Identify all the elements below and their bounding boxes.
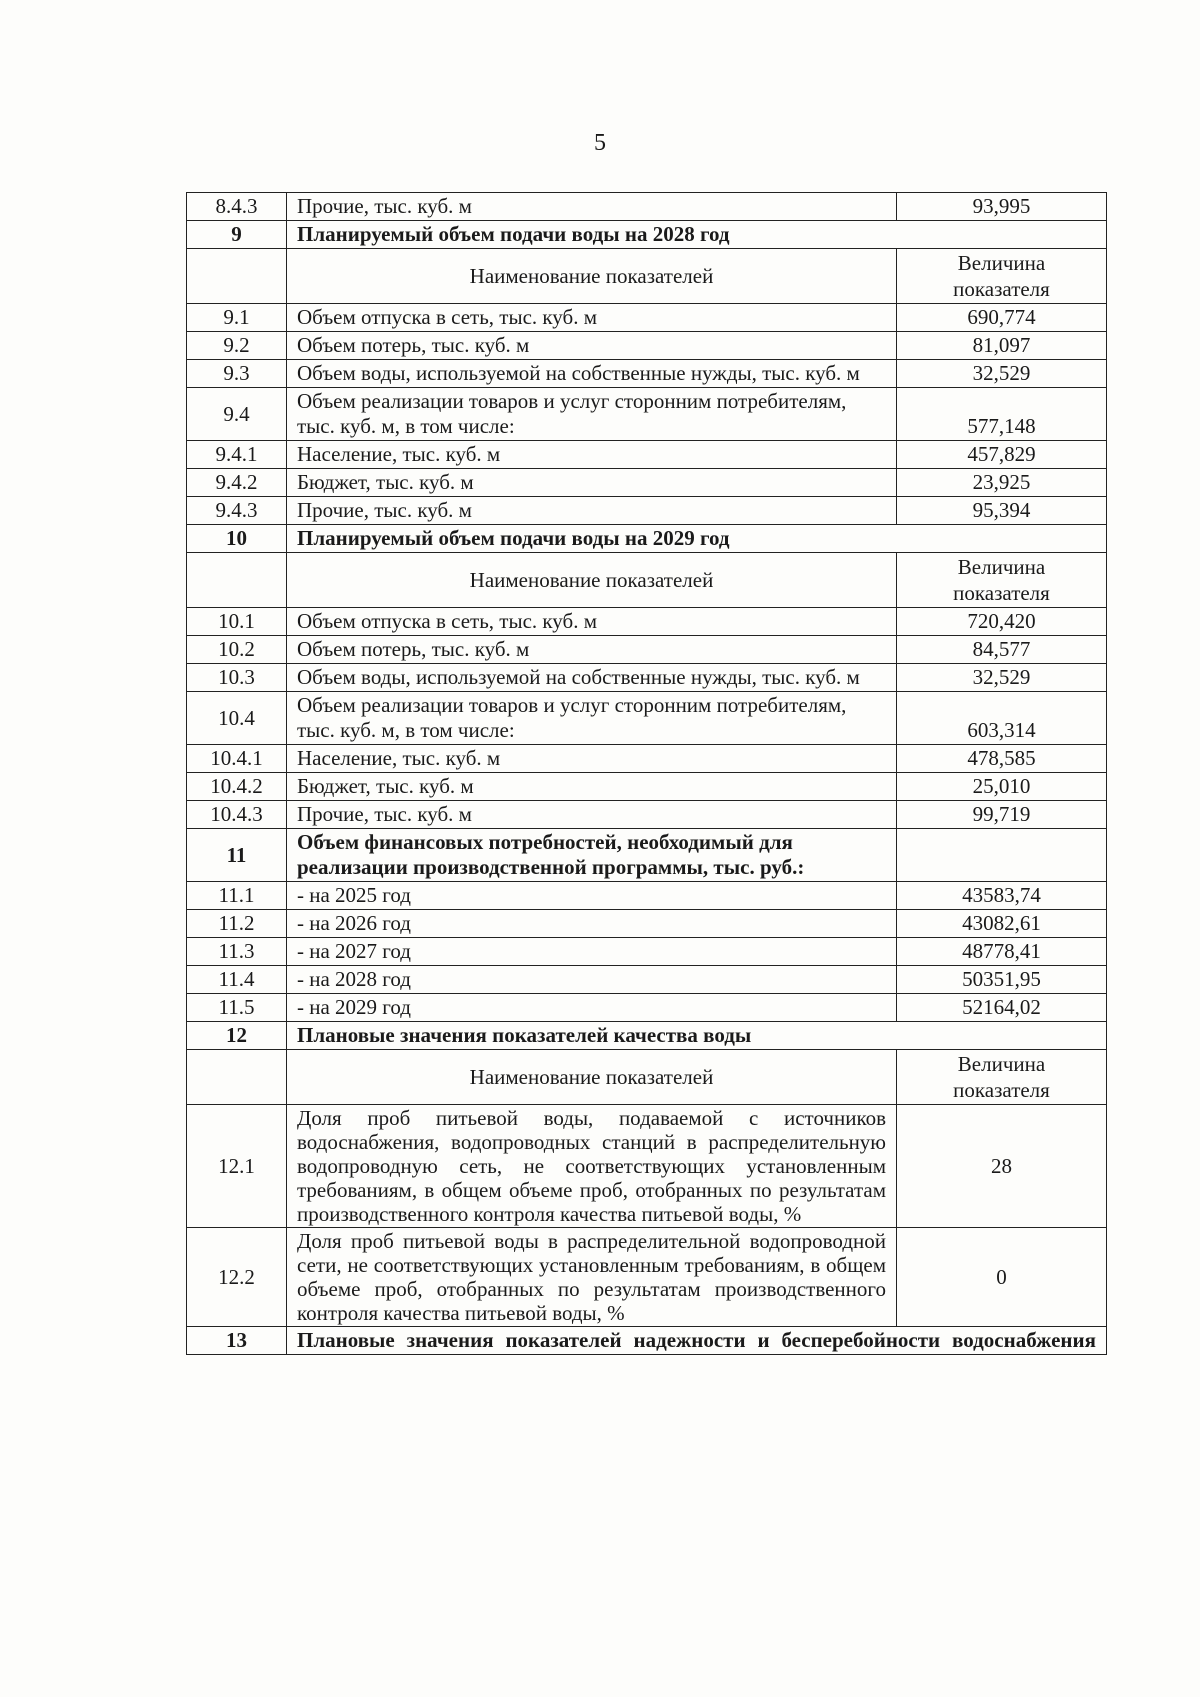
section-row [187,1327,1107,1355]
row-label: Объем реализации товаров и услуг сторонним потребителям, тыс. куб. м, в том числе: [287,692,897,745]
row-number: 9.4.1 [187,441,287,469]
header-number-empty [187,1050,287,1105]
row-value: 690,774 [897,304,1107,332]
table-row [187,469,1107,497]
section-title: Объем финансовых потребностей, необходимый для реализации производственной программы, тыс. руб.: [287,829,897,882]
row-value: 720,420 [897,608,1107,636]
row-label: Прочие, тыс. куб. м [287,497,897,525]
row-label: Доля проб питьевой воды, подаваемой с источников водоснабжения, водопроводных станций в распределительную водопроводную сеть, не соответствующих установленным требованиям, в общем объеме проб, отобранных по результатам производственного контроля качества питьевой воды, % [287,1105,897,1228]
column-header-value: Величина показателя [897,1050,1107,1105]
row-number: 9.4.2 [187,469,287,497]
row-label: - на 2026 год [287,910,897,938]
table-row [187,360,1107,388]
table-row [187,636,1107,664]
table-row [187,801,1107,829]
row-value: 43583,74 [897,882,1107,910]
row-label: - на 2027 год [287,938,897,966]
row-label: Прочие, тыс. куб. м [287,193,897,221]
row-label: Объем воды, используемой на собственные нужды, тыс. куб. м [287,360,897,388]
indicators-table-body [187,193,1107,1355]
row-value: 0 [897,1228,1107,1327]
section-row [187,1022,1107,1050]
section-row [187,525,1107,553]
row-value: 99,719 [897,801,1107,829]
row-value: 25,010 [897,773,1107,801]
row-value: 577,148 [897,388,1107,441]
section-value-empty [897,829,1107,882]
row-number: 9.3 [187,360,287,388]
column-header-row [187,1050,1107,1105]
row-value: 28 [897,1105,1107,1228]
section-number: 10 [187,525,287,553]
row-label: Доля проб питьевой воды в распределительной водопроводной сети, не соответствующих установленным требованиям, в общем объеме проб, отобранных по результатам производственного контроля качества питьевой воды, % [287,1228,897,1327]
row-label: Объем реализации товаров и услуг сторонним потребителям, тыс. куб. м, в том числе: [287,388,897,441]
column-header-value: Величина показателя [897,553,1107,608]
row-label: - на 2028 год [287,966,897,994]
page-number: 5 [594,130,606,156]
row-value: 52164,02 [897,994,1107,1022]
table-row [187,608,1107,636]
section-row [187,221,1107,249]
row-value: 93,995 [897,193,1107,221]
row-number: 9.1 [187,304,287,332]
section-title: Плановые значения показателей качества воды [287,1022,1107,1050]
section-number: 9 [187,221,287,249]
table-row [187,938,1107,966]
table-row [187,745,1107,773]
row-number: 8.4.3 [187,193,287,221]
row-number: 10.4 [187,692,287,745]
column-header-row [187,553,1107,608]
row-number: 10.1 [187,608,287,636]
row-value: 43082,61 [897,910,1107,938]
row-number: 11.4 [187,966,287,994]
column-header-row [187,249,1107,304]
row-label: Объем отпуска в сеть, тыс. куб. м [287,608,897,636]
section-number: 12 [187,1022,287,1050]
row-value: 50351,95 [897,966,1107,994]
section-title: Плановые значения показателей надежности и бесперебойности водоснабжения [287,1327,1107,1355]
section-title: Планируемый объем подачи воды на 2028 год [287,221,1107,249]
row-value: 32,529 [897,664,1107,692]
table-row [187,304,1107,332]
section-title: Планируемый объем подачи воды на 2029 год [287,525,1107,553]
row-value: 603,314 [897,692,1107,745]
table-row [187,773,1107,801]
row-label: - на 2029 год [287,994,897,1022]
table-row [187,1228,1107,1327]
row-label: Бюджет, тыс. куб. м [287,469,897,497]
row-number: 10.2 [187,636,287,664]
row-label: Объем воды, используемой на собственные нужды, тыс. куб. м [287,664,897,692]
row-label: - на 2025 год [287,882,897,910]
header-number-empty [187,553,287,608]
table-row [187,193,1107,221]
row-label: Объем отпуска в сеть, тыс. куб. м [287,304,897,332]
section-row [187,829,1107,882]
row-label: Бюджет, тыс. куб. м [287,773,897,801]
table-row [187,388,1107,441]
row-value: 95,394 [897,497,1107,525]
row-value: 23,925 [897,469,1107,497]
row-value: 81,097 [897,332,1107,360]
section-number: 13 [187,1327,287,1355]
row-value: 457,829 [897,441,1107,469]
table-row [187,994,1107,1022]
row-number: 12.1 [187,1105,287,1228]
row-value: 478,585 [897,745,1107,773]
section-number: 11 [187,829,287,882]
row-label: Прочие, тыс. куб. м [287,801,897,829]
row-label: Объем потерь, тыс. куб. м [287,636,897,664]
table-row [187,692,1107,745]
row-number: 9.4.3 [187,497,287,525]
row-number: 10.4.3 [187,801,287,829]
row-value: 84,577 [897,636,1107,664]
column-header-name: Наименование показателей [287,553,897,608]
row-number: 10.3 [187,664,287,692]
column-header-name: Наименование показателей [287,1050,897,1105]
table-row [187,1105,1107,1228]
row-number: 11.2 [187,910,287,938]
row-number: 12.2 [187,1228,287,1327]
row-number: 9.2 [187,332,287,360]
row-number: 10.4.1 [187,745,287,773]
row-label: Объем потерь, тыс. куб. м [287,332,897,360]
row-number: 11.1 [187,882,287,910]
table-row [187,966,1107,994]
row-value: 48778,41 [897,938,1107,966]
header-number-empty [187,249,287,304]
table-row [187,497,1107,525]
row-number: 10.4.2 [187,773,287,801]
table-row [187,664,1107,692]
table-row [187,910,1107,938]
column-header-value: Величина показателя [897,249,1107,304]
row-number: 11.3 [187,938,287,966]
row-number: 9.4 [187,388,287,441]
table-row [187,882,1107,910]
table-row [187,332,1107,360]
row-value: 32,529 [897,360,1107,388]
row-number: 11.5 [187,994,287,1022]
row-label: Население, тыс. куб. м [287,745,897,773]
table-row [187,441,1107,469]
column-header-name: Наименование показателей [287,249,897,304]
indicators-table [186,192,1107,1355]
row-label: Население, тыс. куб. м [287,441,897,469]
